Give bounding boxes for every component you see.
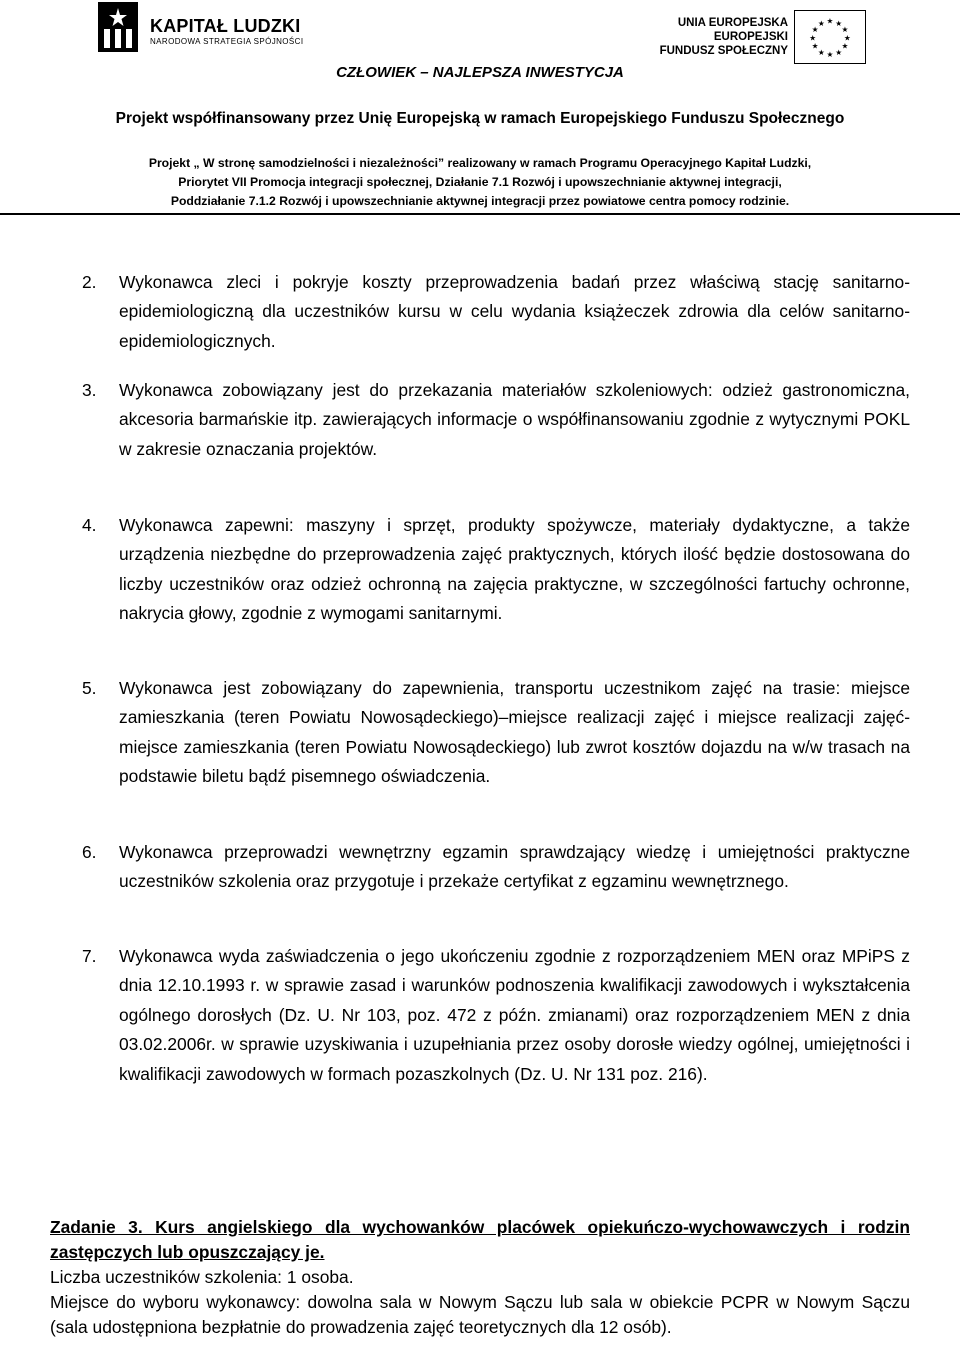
list-item-text: Wykonawca wyda zaświadczenia o jego ukończeniu zgodnie z rozporządzeniem MEN oraz MPiPS z dnia 12.10.1993 r. w sprawie zasad i warunków podnoszenia kwalifikacji zawodowych i wykształcenia ogólnego dorosłych (Dz. U. Nr 103, poz. 472 z późn. zmianami) oraz rozporządzeniem MEN z dnia 03.02.2006r. w sprawie uzyskiwania i uzupełniania przez osoby dorosłe wiedzy ogólnej, umiejętności i kwalifikacji zawodowych w formach pozaszkolnych (Dz. U. Nr 131 poz. 216). bbox=[119, 946, 910, 1084]
motto: CZŁOWIEK – NAJLEPSZA INWESTYCJA bbox=[336, 64, 624, 81]
list-item-number: 5. bbox=[82, 678, 97, 698]
project-line-2: Priorytet VII Promocja integracji społecznej, Działanie 7.1 Rozwój i upowszechnianie aktywnej integracji, bbox=[178, 175, 782, 189]
kapital-ludzki-title: KAPITAŁ LUDZKI bbox=[150, 16, 301, 36]
kapital-ludzki-logo bbox=[98, 0, 304, 58]
svg-text:★: ★ bbox=[835, 47, 843, 57]
project-line-1: Projekt „ W stronę samodzielności i niezależności” realizowany w ramach Programu Operacyjnego Kapitał Ludzki, bbox=[148, 156, 812, 170]
task-section bbox=[50, 1215, 910, 1340]
eu-flag-icon bbox=[794, 10, 866, 64]
list-item-6 bbox=[82, 838, 910, 897]
cofinancing-statement: Projekt współfinansowany przez Unię Europejską w ramach Europejskiego Funduszu Społecznego bbox=[115, 110, 845, 127]
svg-text:★: ★ bbox=[817, 18, 825, 28]
svg-text:★: ★ bbox=[811, 41, 819, 51]
svg-text:★: ★ bbox=[811, 25, 819, 35]
list-item-3 bbox=[82, 376, 910, 464]
svg-text:★: ★ bbox=[841, 25, 849, 35]
list-item-text: Wykonawca przeprowadzi wewnętrzny egzamin sprawdzający wiedzę i umiejętności praktyczne uczestników szkolenia oraz przygotuje i przekaże certyfikat z egzaminu wewnętrznego. bbox=[119, 842, 910, 892]
svg-text:★: ★ bbox=[826, 16, 834, 26]
task-location: Miejsce do wyboru wykonawcy: dowolna sala w Nowym Sączu lub sala w obiekcie PCPR w Nowym Sączu (sala udostępniona bezpłatnie do prowadzenia zajęć teoretycznych dla 12 osób). bbox=[50, 1292, 910, 1337]
svg-text:★: ★ bbox=[817, 47, 825, 57]
header-divider bbox=[0, 213, 960, 215]
project-line-3: Poddziałanie 7.1.2 Rozwój i upowszechnianie aktywnej integracji przez powiatowe centra pomocy rodzinie. bbox=[170, 194, 790, 208]
svg-text:★: ★ bbox=[835, 18, 843, 28]
list-item-number: 4. bbox=[82, 515, 97, 535]
svg-text:★: ★ bbox=[843, 33, 851, 43]
eu-logo-line1: UNIA EUROPEJSKA bbox=[677, 17, 788, 29]
task-participants: Liczba uczestników szkolenia: 1 osoba. bbox=[50, 1267, 354, 1287]
eu-efs-logo bbox=[659, 4, 880, 64]
project-description bbox=[0, 154, 960, 211]
list-item-text: Wykonawca zleci i pokryje koszty przeprowadzenia badań przez właściwą stację sanitarno-epidemiologiczną dla uczestników kursu w celu wydania książeczek zdrowia dla celów sanitarno-epidemiologicznych. bbox=[119, 272, 910, 351]
task-title: Zadanie 3. Kurs angielskiego dla wychowanków placówek opiekuńczo-wychowawczych i rodzin zastępczych lub opuszczający je. bbox=[50, 1217, 910, 1262]
list-item-2 bbox=[82, 268, 910, 356]
svg-text:★: ★ bbox=[841, 41, 849, 51]
document-header bbox=[0, 0, 960, 216]
list-item-text: Wykonawca jest zobowiązany do zapewnienia, transportu uczestnikom zajęć na trasie: miejsce zamieszkania (teren Powiatu Nowosądeckiego)–miejsce realizacji zajęć i miejsce realizacji zajęć-miejsce zamieszkania (teren Powiatu Nowosądeckiego) lub zwrot kosztów dojazdu na w/w trasach na podstawie biletu bądź pisemnego oświadczenia. bbox=[119, 678, 910, 787]
kapital-ludzki-subtitle: NARODOWA STRATEGIA SPÓJNOŚCI bbox=[150, 37, 304, 46]
list-item-text: Wykonawca zobowiązany jest do przekazania materiałów szkoleniowych: odzież gastronomiczna, akcesoria barmańskie itp. zawierających informacje o współfinansowaniu zgodnie z wytycznymi POKL w zakresie oznaczania projektów. bbox=[119, 380, 910, 459]
list-item-5 bbox=[82, 674, 910, 792]
eu-logo-line3: FUNDUSZ SPOŁECZNY bbox=[659, 45, 788, 57]
list-item-text: Wykonawca zapewni: maszyny i sprzęt, produkty spożywcze, materiały dydaktyczne, a także urządzenia niezbędne do przeprowadzenia zajęć praktycznych, których ilość będzie dostosowana do liczby uczestników oraz odzież ochronną na zajęcia praktyczne, w szczególności fartuchy ochronne, nakrycia głowy, zgodnie z wymogami sanitarnymi. bbox=[119, 515, 910, 624]
eu-logo-text bbox=[660, 16, 788, 58]
list-item-number: 3. bbox=[82, 380, 97, 400]
svg-text:★: ★ bbox=[826, 50, 834, 60]
svg-text:★: ★ bbox=[809, 33, 817, 43]
eu-logo-line2: EUROPEJSKI bbox=[713, 31, 788, 43]
list-item-number: 2. bbox=[82, 272, 97, 292]
list-item-number: 6. bbox=[82, 842, 97, 862]
list-item-4 bbox=[82, 511, 910, 629]
list-item-number: 7. bbox=[82, 946, 97, 966]
kapital-ludzki-mark-icon bbox=[98, 2, 138, 52]
list-item-7 bbox=[82, 942, 910, 1089]
